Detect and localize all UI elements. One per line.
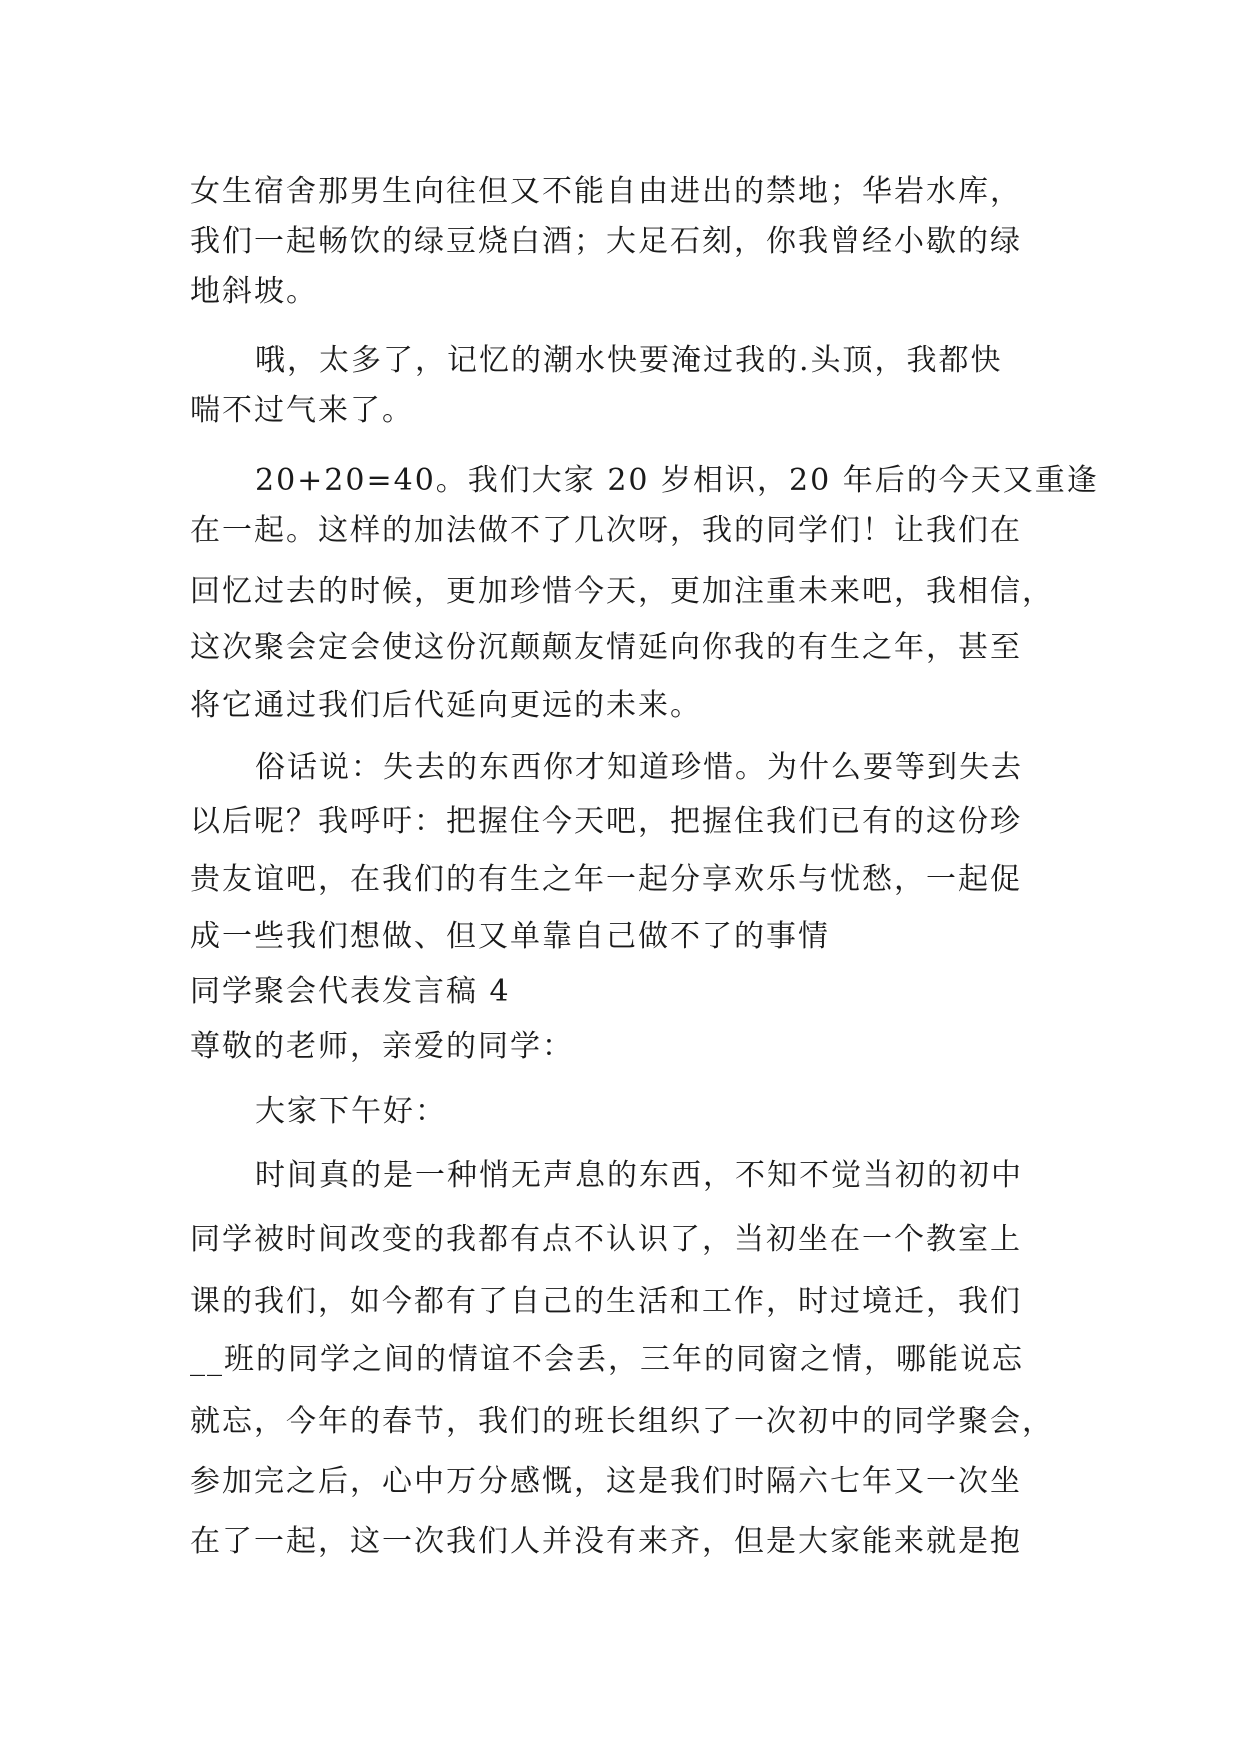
salutation: 尊敬的老师，亲爱的同学：: [190, 1029, 574, 1064]
section-heading: 同学聚会代表发言稿 4: [190, 974, 511, 1009]
text-line: 俗话说：失去的东西你才知道珍惜。为什么要等到失去: [255, 750, 1023, 785]
text-line: 课的我们，如今都有了自己的生活和工作，时过境迁，我们: [190, 1284, 1022, 1319]
text-line: 参加完之后，心中万分感慨，这是我们时隔六七年又一次坐: [190, 1464, 1022, 1499]
text-line: 就忘，今年的春节，我们的班长组织了一次初中的同学聚会，: [190, 1404, 1054, 1439]
text-line: 在一起。这样的加法做不了几次呀，我的同学们！让我们在: [190, 513, 1022, 548]
text-line: 回忆过去的时候，更加珍惜今天，更加注重未来吧，我相信，: [190, 574, 1054, 609]
text-line: 地斜坡。: [190, 274, 318, 309]
text-line: 成一些我们想做、但又单靠自己做不了的事情: [190, 919, 830, 954]
text-line: 贵友谊吧，在我们的有生之年一起分享欢乐与忧愁，一起促: [190, 862, 1022, 897]
text-line: 哦，太多了，记忆的潮水快要淹过我的.头顶，我都快: [255, 343, 1003, 378]
text-line: 在了一起，这一次我们人并没有来齐，但是大家能来就是抱: [190, 1524, 1022, 1559]
text-line: __班的同学之间的情谊不会丢，三年的同窗之情，哪能说忘: [190, 1342, 1024, 1377]
text-line: 以后呢？我呼吁：把握住今天吧，把握住我们已有的这份珍: [190, 804, 1022, 839]
text-line: 时间真的是一种悄无声息的东西，不知不觉当初的初中: [255, 1158, 1023, 1193]
text-line: 同学被时间改变的我都有点不认识了，当初坐在一个教室上: [190, 1222, 1022, 1257]
text-line: 女生宿舍那男生向往但又不能自由进出的禁地；华岩水库，: [190, 174, 1022, 209]
text-line: 我们一起畅饮的绿豆烧白酒；大足石刻，你我曾经小歇的绿: [190, 224, 1022, 259]
text-line: 将它通过我们后代延向更远的未来。: [190, 688, 702, 723]
text-line: 20+20=40。我们大家 20 岁相识，20 年后的今天又重逢: [255, 463, 1099, 498]
greeting: 大家下午好：: [255, 1094, 447, 1129]
text-line: 这次聚会定会使这份沉颠颠友情延向你我的有生之年，甚至: [190, 630, 1022, 665]
text-line: 喘不过气来了。: [190, 393, 414, 428]
